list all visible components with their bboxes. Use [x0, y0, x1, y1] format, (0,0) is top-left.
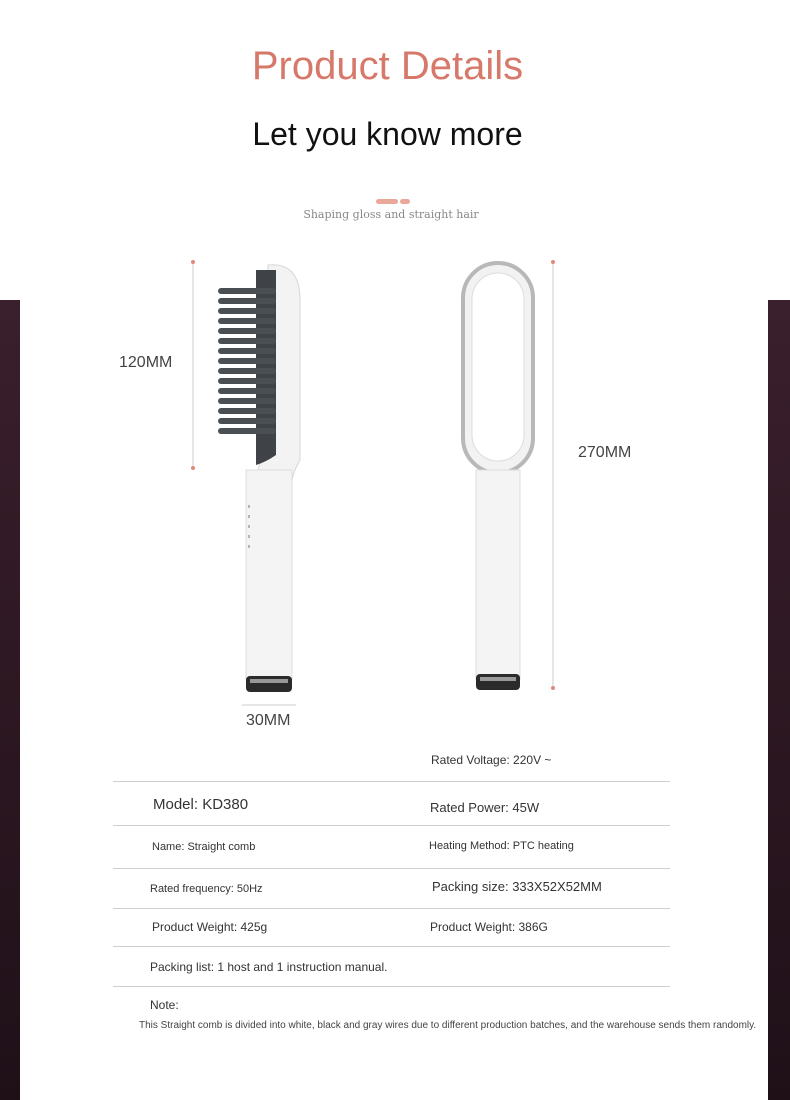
brush-height-label: 120MM	[119, 354, 173, 371]
handle-width-label: 30MM	[246, 712, 291, 729]
packing-list: Packing list: 1 host and 1 instruction manual.	[150, 960, 388, 974]
product-weight: Product Weight: 425g	[152, 920, 268, 934]
comb-back-view	[463, 260, 555, 690]
note-label: Note:	[150, 998, 179, 1012]
heating-method: Heating Method: PTC heating	[429, 840, 574, 852]
product-name: Name: Straight comb	[152, 841, 256, 853]
model: Model: KD380	[153, 796, 249, 813]
table-divider	[113, 946, 670, 947]
table-divider	[113, 781, 670, 782]
table-divider	[113, 908, 670, 909]
table-divider	[113, 868, 670, 869]
product-weight-alt: Product Weight: 386G	[430, 920, 548, 934]
packing-size: Packing size: 333X52X52MM	[432, 879, 602, 894]
table-divider	[113, 986, 670, 987]
rated-voltage: Rated Voltage: 220V ~	[431, 753, 552, 767]
total-length-label: 270MM	[578, 444, 632, 461]
table-divider	[113, 825, 670, 826]
tagline: Shaping gloss and straight hair	[303, 208, 479, 221]
comb-side-view	[191, 260, 300, 705]
rated-power: Rated Power: 45W	[430, 800, 540, 815]
rated-frequency: Rated frequency: 50Hz	[150, 883, 263, 895]
page-subtitle: Let you know more	[252, 116, 523, 152]
page-title: Product Details	[251, 44, 524, 88]
note-text: This Straight comb is divided into white, black and gray wires due to different production batches, and the warehouse sends them randomly.	[139, 1020, 757, 1031]
